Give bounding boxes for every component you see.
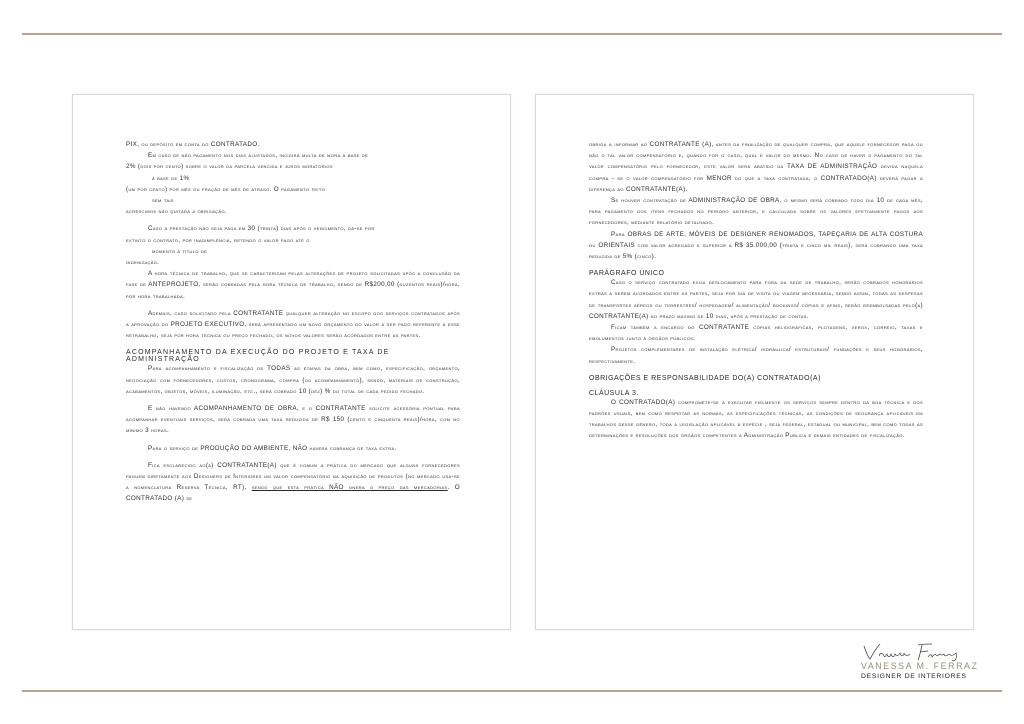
- paragraph: Para acompanhamento e fiscalização de TODAS as etapas da obra, bem como, especificação, orçamento, negociação com fornecedores, custos, cronograma, compra (ou acompanhamento), sendo, materiais de construção, acabamentos, objetos, móveis, iluminação, etc., será cobrado 10 (dez) % do total de cada pedido fechado.: [126, 365, 460, 395]
- paragraph: Projetos complementares de instalação elétrica/ hidráulica/ estruturais/ fundações e seus honorários, respectivamente.: [589, 346, 923, 365]
- paragraph: obriga a informar ao CONTRATANTE (A), antes da finalização de qualquer compra, que aquele fornecedor paga ou não o tal valor compensatório e, quando for o caso, qual é valor do mesmo. No caso de haver o pagamento do tal valor compensatório pelo fornecedor, este valor será abatido da TAXA DE ADMINISTRAÇÃO devida naquela compra - se o valor compensatório for MENOR do que a taxa contratada, o CONTRATADO(A) deverá pagar a diferença ao CONTRATANTE(A).: [589, 141, 923, 193]
- right-page: [535, 94, 974, 630]
- brand-subtitle: DESIGNER DE INTERIORES: [861, 673, 967, 680]
- paragraph: (um por cento) por mês ou fração de mês de atraso. O pagamento feito: [126, 185, 326, 193]
- section-heading: OBRIGAÇÕES E RESPONSABILIDADE DO(A) CONTRATADO(A): [589, 374, 821, 382]
- brand-name: VANESSA M. FERRAZ: [861, 661, 979, 671]
- paragraph: O CONTRATADO(A) compromete-se a executar fielmente os serviços sempre dentro da boa técnica e dos padrões usuais, bem como respeitar as normas, as especificações técnicas, as condições de segurança aplicáveis em trabalhos desse gênero, toda à legislação aplicável à espécie , seja federal, estadual ou municipal, bem como todas as determinações e resoluções dos órgãos competentes a Administração Publica e demais entidades de fiscalização.: [589, 398, 923, 440]
- paragraph: Caso a prestação não seja paga em 30 (trinta) dias após o vencimento, dá-se por: [148, 225, 375, 233]
- paragraph: sem tais: [152, 197, 174, 205]
- section-heading: CLÁUSULA 3.: [589, 389, 639, 397]
- section-heading: ACOMPANHAMENTO DA EXECUÇÃO DO PROJETO E TAXA DE ADMINISTRAÇÃO: [126, 349, 390, 364]
- paragraph-text: Fica esclarecido ao(à) CONTRATANTE(A) que é comum a prática do mercado que alguns fornecedores paguem diretamente aos Designers de Interiores um valor compensatório na aquisição de produtos (no mercado usa-se a nomenclatura Reserva Técnica, RT),: [126, 461, 460, 492]
- paragraph: Ademais, caso solicitado pela CONTRATANTE qualquer alteração no escopo dos serviços contratados após a aprovação do PROJETO EXECUTIVO, será apresentado um novo orçamento do valor a ser pago referente a esse retrabalho, seja por hora técnica ou preço fechado, os novos valores serão acordados entre as partes.: [126, 309, 460, 340]
- left-page: [72, 94, 511, 630]
- paragraph: momento à título de: [152, 247, 208, 255]
- paragraph: extinto o contrato, por inadimplência, retendo o valor pago até o: [126, 236, 310, 244]
- paragraph: A hora técnica de trabalho, que se caracterizam pelas alterações de projeto solicitadas após a conclusão da fase de ANTEPROJETO, serão cobradas pela hora técnica de trabalho, sendo de R$200,00 (duzentos reais)/hora, por hora trabalhada.: [126, 270, 460, 300]
- section-heading: PARÁGRAFO ÚNICO: [589, 270, 665, 278]
- paragraph: à base de 1%: [152, 174, 190, 182]
- paragraph-text: . O CONTRATADO (A) se: [126, 484, 460, 503]
- paragraph: [126, 460, 460, 505]
- top-divider: [22, 33, 1002, 35]
- underlined-text: sendo que esta prática NÃO onera o preço das mercadorias: [251, 484, 448, 492]
- paragraph: Para o serviço de PRODUÇÃO DO AMBIENTE, NÃO haverá cobrança de taxa extra.: [148, 444, 397, 452]
- paragraph: E não havendo ACOMPANHAMENTO DE OBRA, e o CONTRATANTE solicite acessória pontual para acompanhar eventuais serviços, será cobrada uma taxa reduzida de R$ 150 (cento e cinquenta reais)/hora, com no mínimo 3 horas.: [126, 405, 460, 435]
- right-page-content: [589, 139, 923, 442]
- paragraph: PIX, ou depósito em conta do CONTRATADO.: [126, 141, 260, 148]
- paragraph: Caso o serviço contratado exija deslocamento para fora da sede de trabalho, serão cobrados honorários extras a serem acordados entre as partes, seja por dia de visita ou viagem necessária, sendo assim, todas as despesas de transportes aéreos ou terrestres/ hospedagem/ alimentação/ bookings/ cópias e afins, serão reembolsadas pelo(a) CONTRATANTE(A) no prazo máximo de 10 dias, após a prestação de contas.: [589, 279, 923, 320]
- paragraph: indenização.: [126, 259, 160, 267]
- paragraph: Ficam também a encargo do CONTRATANTE cópias heliográficas, plotagens, xerox, correio, taxas e emolumentos junto à órgãos públicos.: [589, 324, 923, 343]
- paragraph: Para OBRAS DE ARTE, MÓVEIS DE DESIGNER RENOMADOS, TAPEÇARIA DE ALTA COSTURA ou ORIENTAIS com valor agregado e superior a R$ 35.000,00 (trinta e cinco mil reais), será cobrando uma taxa reduzida de 5% (cinco).: [589, 230, 923, 261]
- paragraph: acréscimos não quitará a obrigação.: [126, 208, 227, 216]
- paragraph: 2% (dois por cento) sobre o valor da parcela vencida e juros moratórios: [126, 163, 333, 171]
- bottom-divider: [22, 690, 1002, 692]
- left-page-content: [126, 139, 460, 505]
- paragraph: Em caso de não pagamento nos dias ajustados, incidirá multa de mora à base de: [148, 152, 369, 160]
- paragraph: Se houver contratação de ADMINISTRAÇÃO DE OBRA, o mesmo será cobrado todo dia 10 de cada mês, para pagamento dos itens fechados no período anterior, e calculada sobre os valores efetivamente pagos aos fornecedores, mediante relatório detalhado.: [589, 197, 923, 227]
